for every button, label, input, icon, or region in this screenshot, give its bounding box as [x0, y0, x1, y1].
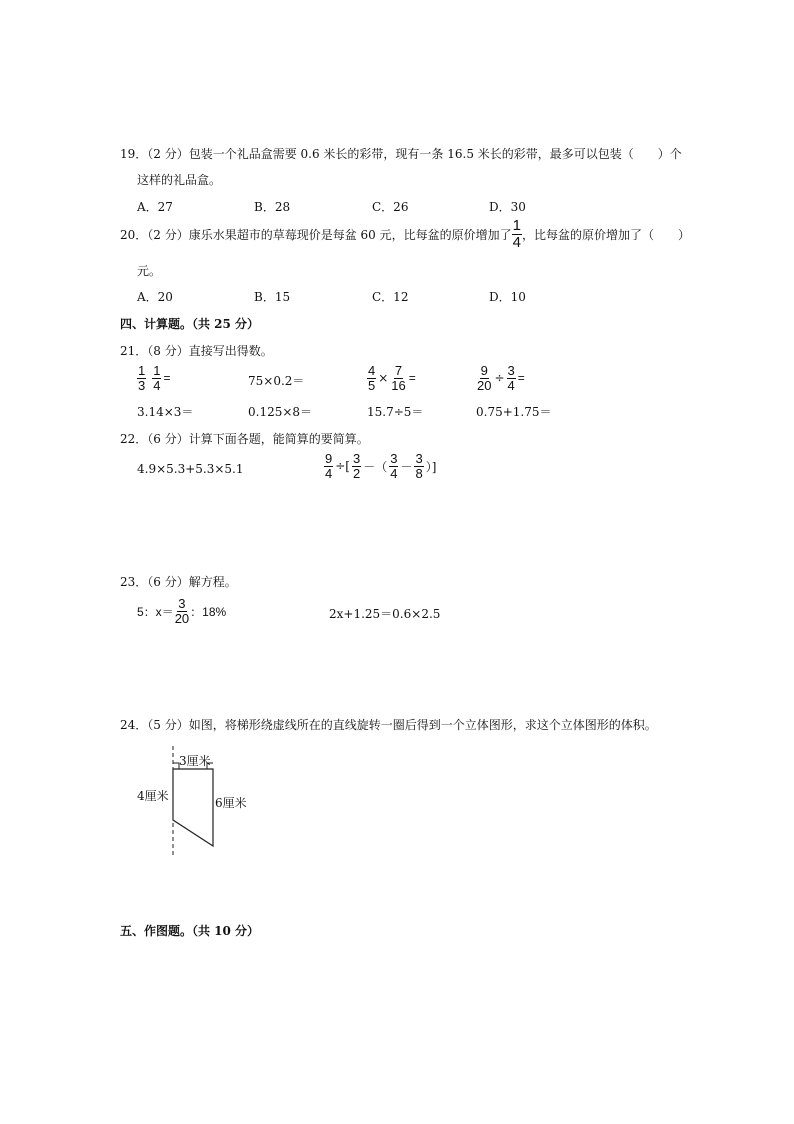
q24-title: 24．（5 分）如图，将梯形绕虚线所在的直线旋转一圈后得到一个立体图形，求这个立体图形的体积。	[120, 718, 657, 732]
q21a-den-1: 3	[138, 377, 146, 393]
q21a-num-2: 1	[153, 363, 161, 378]
q22-num-3: 3	[390, 451, 398, 466]
q20-frac-den: 4	[512, 233, 521, 251]
q21c-num-2: 7	[394, 363, 403, 378]
q22-op-3: －	[400, 459, 413, 474]
q23-eq1-num: 3	[178, 596, 186, 611]
q22-den-1: 4	[325, 465, 333, 481]
q20-frac-num: 1	[512, 217, 521, 234]
q21a-den-2: 4	[153, 377, 161, 393]
q21a-frac-1	[137, 364, 146, 392]
q19-option-d: D．30	[489, 200, 526, 214]
q22-expr-2	[324, 452, 438, 480]
q21d-frac-1	[476, 364, 492, 392]
q21-expr-f: 0.125×8＝	[248, 405, 313, 419]
q19-option-b: B．28	[254, 200, 291, 214]
q21-expr-d	[476, 364, 527, 392]
label-top-width: 3厘米	[179, 754, 211, 768]
q21d-operator: ÷	[494, 371, 505, 386]
q22-op-2: －（	[363, 459, 388, 474]
q24-figure	[135, 742, 275, 860]
q21d-den-1: 20	[477, 377, 492, 393]
q23-eq1-den: 20	[174, 610, 190, 626]
q21c-num-1: 4	[368, 363, 376, 378]
q21c-frac-2	[390, 364, 406, 392]
q20-option-a: A．20	[137, 290, 173, 304]
q23-eq1-frac	[174, 597, 190, 625]
q21a-frac-2	[152, 364, 161, 392]
q19-line1: 19．（2 分）包装一个礼品盒需要 0.6 米长的彩带，现有一条 16.5 米长的彩带，最多可以包装（ ）个	[120, 147, 682, 161]
q20-option-c: C．12	[372, 290, 409, 304]
q22-op-1: ÷[	[335, 459, 350, 474]
q20-option-d: D．10	[489, 290, 526, 304]
q23-eq1-post: ：18%	[190, 604, 227, 619]
q21-expr-a	[137, 364, 172, 392]
q22-num-1: 9	[325, 451, 333, 466]
q22-den-2: 2	[352, 465, 361, 481]
q20-line1	[120, 218, 690, 251]
q21d-num-2: 3	[507, 363, 515, 378]
q22-frac-1	[324, 452, 333, 480]
q23-title: 23．（6 分）解方程。	[120, 575, 237, 589]
label-right-height: 6厘米	[215, 796, 247, 810]
q21d-equals: =	[517, 371, 525, 386]
q19-line2: 这样的礼品盒。	[137, 173, 222, 187]
q22-den-4: 8	[415, 465, 423, 481]
q19-option-a: A．27	[137, 200, 173, 214]
q20-text-1: 20．（2 分）康乐水果超市的草莓现价是每盆 60 元，比每盆的原价增加了	[120, 227, 512, 242]
q22-num-2: 3	[352, 451, 361, 466]
q21a-equals: =	[163, 371, 171, 386]
q21-expr-c	[367, 364, 418, 392]
q21c-operator: ×	[378, 371, 389, 386]
q19-option-c: C．26	[372, 200, 409, 214]
q22-den-3: 4	[390, 465, 398, 481]
q21-expr-h: 0.75+1.75＝	[476, 405, 552, 419]
q21d-den-2: 4	[507, 377, 515, 393]
q23-eq-1	[137, 597, 226, 625]
q20-fraction	[512, 218, 522, 251]
q21d-num-1: 9	[480, 363, 488, 378]
section4-title: 四、计算题。（共 25 分）	[120, 317, 260, 331]
q21c-frac-1	[367, 364, 376, 392]
q21-title: 21．（8 分）直接写出得数。	[120, 344, 273, 358]
q22-frac-3	[389, 452, 398, 480]
label-left-height: 4厘米	[137, 789, 169, 803]
q22-frac-4	[414, 452, 423, 480]
q21d-frac-2	[507, 364, 516, 392]
q21c-den-1: 5	[368, 377, 376, 393]
q22-expr-1: 4.9×5.3+5.3×5.1	[137, 462, 244, 476]
q20-line2: 元。	[137, 264, 162, 278]
q21-expr-g: 15.7÷5＝	[367, 405, 424, 419]
q23-eq1-pre: 5：x＝	[137, 604, 174, 619]
q20-option-b: B．15	[254, 290, 291, 304]
q22-title: 22．（6 分）计算下面各题，能简算的要简算。	[120, 432, 369, 446]
q21a-num-1: 1	[138, 363, 146, 378]
q20-text-2: ，比每盆的原价增加了（ ）	[521, 227, 690, 242]
trapezoid-shape	[173, 769, 213, 846]
section5-title: 五、作图题。（共 10 分）	[120, 924, 260, 938]
q21c-equals: =	[408, 371, 416, 386]
q23-eq-2: 2x+1.25＝0.6×2.5	[329, 607, 441, 621]
q21-expr-b: 75×0.2＝	[248, 374, 305, 388]
q21-expr-e: 3.14×3＝	[137, 405, 194, 419]
q22-frac-2	[352, 452, 361, 480]
q22-num-4: 3	[415, 451, 423, 466]
q21c-den-2: 16	[391, 377, 406, 393]
q22-close: ）]	[425, 459, 437, 474]
